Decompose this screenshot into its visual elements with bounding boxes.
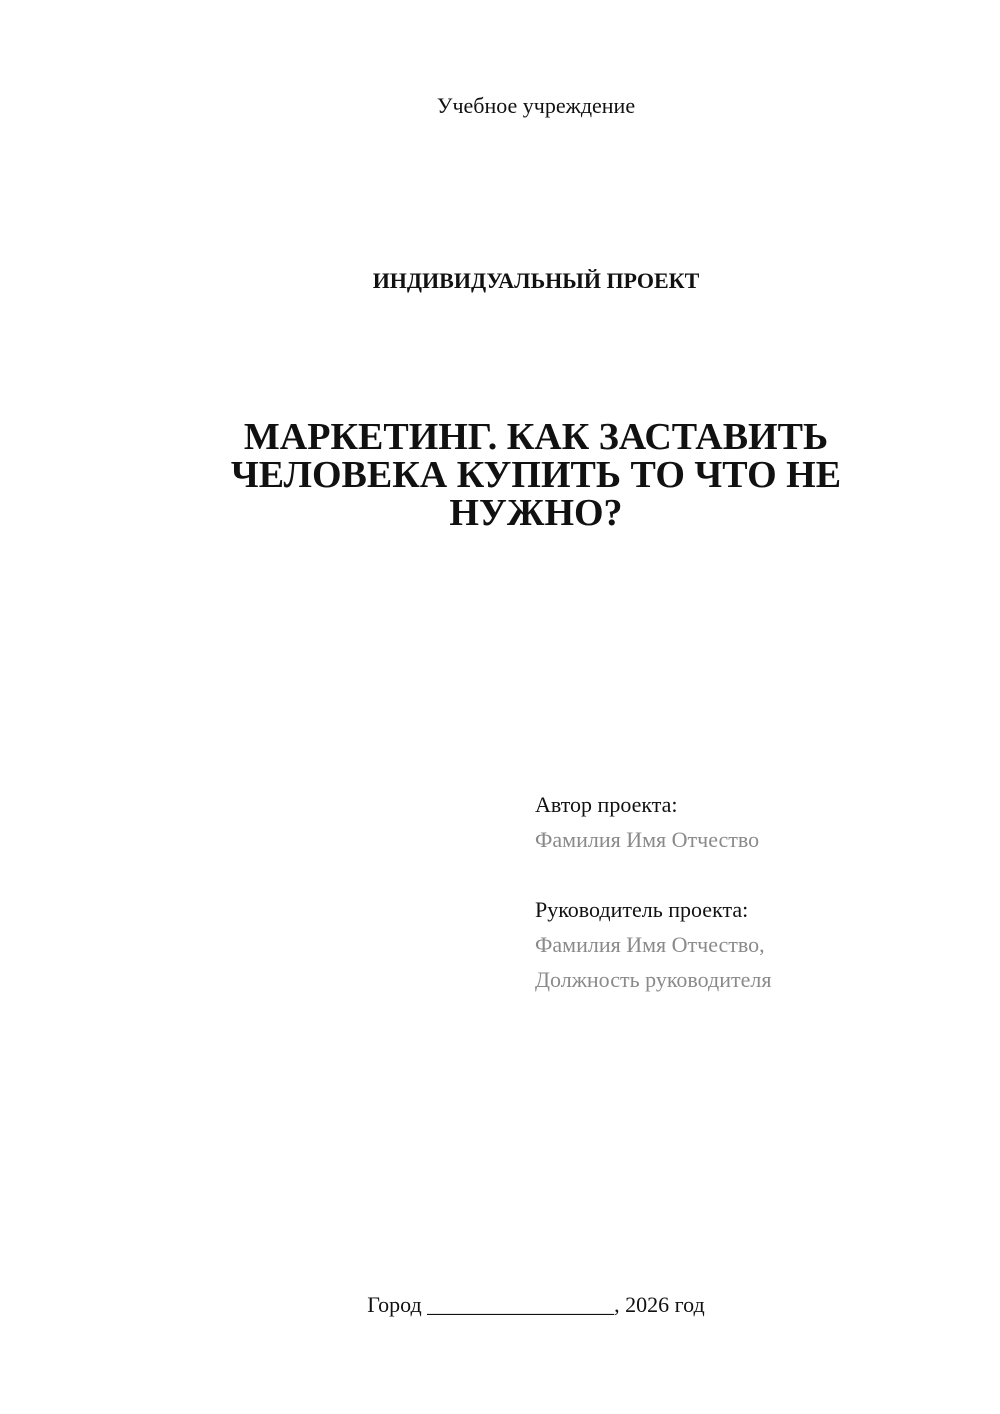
- project-type-heading: ИНДИВИДУАЛЬНЫЙ ПРОЕКТ: [372, 268, 700, 293]
- author-name-placeholder: Фамилия Имя Отчество: [535, 827, 760, 852]
- city-year-footer: Город _________________, 2026 год: [367, 1292, 705, 1317]
- project-title-line-3: НУЖНО?: [449, 492, 623, 534]
- supervisor-name-placeholder: Фамилия Имя Отчество,: [535, 932, 765, 957]
- project-title-line-2: ЧЕЛОВЕКА КУПИТЬ ТО ЧТО НЕ: [230, 454, 842, 496]
- project-credits: [535, 787, 975, 997]
- credits-spacer: [535, 857, 975, 892]
- supervisor-position-placeholder: Должность руководителя: [535, 967, 772, 992]
- project-title: [200, 418, 872, 532]
- institution-name: Учебное учреждение: [436, 93, 636, 118]
- author-label: Автор проекта:: [535, 792, 678, 817]
- supervisor-label: Руководитель проекта:: [535, 897, 749, 922]
- project-title-line-1: МАРКЕТИНГ. КАК ЗАСТАВИТЬ: [243, 416, 829, 458]
